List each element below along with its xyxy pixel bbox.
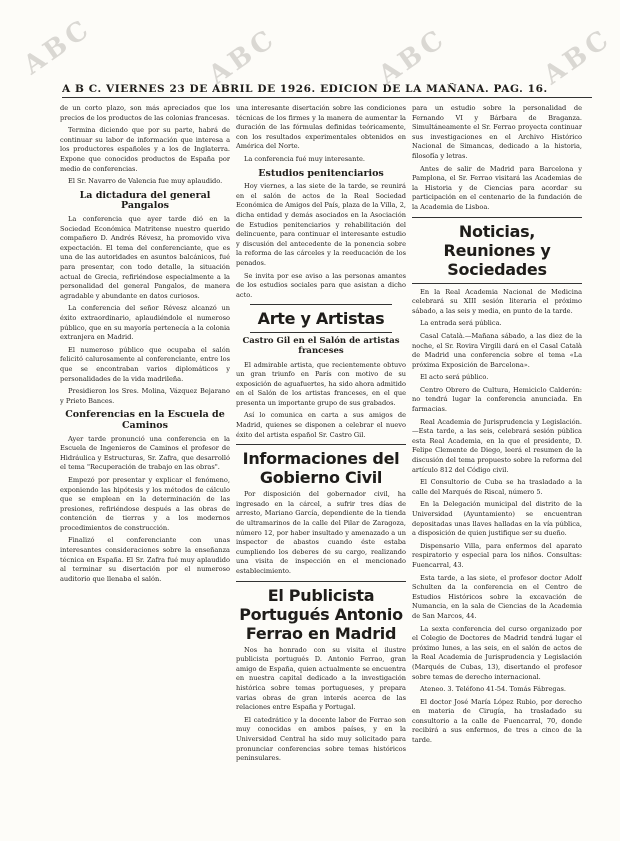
- paragraph: Antes de salir de Madrid para Barcelona y Pamplona, el Sr. Ferrao visitará las Academias de la Historia y de Ciencias para acordar su participación en el centenario de la fundación de la Academia de Lisboa.: [412, 164, 582, 211]
- paragraph: El admirable artista, que recientemente obtuvo un gran triunfo en París con motivo de su exposición de aguafuertes, ha sido ahora admitido en el Salón de los artistas franceses, en el que presenta un importante grupo de sus grabados.: [236, 360, 406, 407]
- paragraph: El Sr. Navarro de Valencia fue muy aplaudido.: [68, 177, 223, 186]
- paragraph: La conferencia fué muy interesante.: [244, 154, 365, 163]
- paragraph: Termina diciendo que por su parte, habrá de continuar su labor de información que interesa a los productores españoles y a los de Inglaterra. Expone que conocidos productos de España por medio de conferencias.: [60, 126, 230, 173]
- paragraph: de un corto plazo, son más apreciados que los precios de los productos de las colonias francesas.: [60, 104, 230, 122]
- watermark: ABC: [203, 23, 283, 91]
- paragraph: El Consultorio de Cuba se ha trasladado a la calle del Marqués de Riscal, número 5.: [412, 478, 582, 496]
- watermark: ABC: [373, 23, 453, 91]
- paragraph: Ateneo. 3. Teléfono 41-54. Tomás Fábregas.: [420, 685, 566, 694]
- paragraph: Casal Català.—Mañana sábado, a las diez de la noche, el Sr. Rovira Virgili dará en el Casal Català de Madrid una conferencia sobre el tema «La próxima Exposición de Barcelona».: [412, 331, 582, 369]
- paragraph: La conferencia del señor Révesz alcanzó un éxito extraordinario, aplaudiéndole el numeroso público, que en su mayoría pertenecía a la colonia extranjera en Madrid.: [60, 304, 230, 342]
- column-3: [412, 104, 582, 834]
- paragraph: El numeroso público que ocupaba el salón felicitó calurosamente al conferenciante, entre los que se encontraban varios diplomáticos y personalidades de la vida madrileña.: [60, 345, 230, 383]
- watermark: ABC: [538, 23, 618, 91]
- paragraph: Se invita por ese aviso a las personas amantes de los estudios sociales para que asistan a dicho acto.: [236, 271, 406, 299]
- divider: [250, 332, 392, 333]
- paragraph: El doctor José María López Rubio, por derecho en materia de Cirugía, ha trasladado su consultorio a la calle de Fuencarral, 70, donde recibirá a sus enfermos, de tres a cinco de la tarde.: [412, 697, 582, 745]
- paragraph: En la Delegación municipal del distrito de la Universidad (Ayuntamiento) se encuentran depositadas unas llaves halladas en la vía pública, a disposición de quien justifique ser su dueño.: [412, 500, 582, 538]
- paragraph: Nos ha honrado con su visita el ilustre publicista portugués D. Antonio Ferrao, gran amigo de España, quien actualmente se encuentra en nuestra capital dedicado a la investigación histórica sobre temas portugueses, y prepara varias obras de gran interés acerca de las relaciones entre España y Portugal.: [236, 645, 406, 712]
- paragraph: para un estudio sobre la personalidad de Fernando VI y Bárbara de Braganza. Simultáneamente el Sr. Ferrao proyecta continuar sus investigaciones en el Archivo Histórico Nacional de Simancas, dedicado a la historia, filosofía y letras.: [412, 104, 582, 160]
- section-title: Noticias, Reuniones y Sociedades: [443, 221, 551, 279]
- paragraph: Real Academia de Jurisprudencia y Legislación.—Esta tarde, a las seis, celebrará sesión pública esta Real Academia, en la que el presidente, D. Felipe Clemente de Diego, leerá el resumen de la discusión del tema propuesto sobre la reforma del artículo 812 del Código civil.: [412, 417, 582, 474]
- headline: Estudios penitenciarios: [258, 167, 384, 179]
- paragraph: Empezó por presentar y explicar el fenómeno, exponiendo las hipótesis y los métodos de cálculo que se emplean en la determinación de las presiones, refiriéndose después a las obras de contención de tierras y a los modernos procedimientos de construcción.: [60, 475, 230, 532]
- column-1: [60, 104, 230, 834]
- watermark: ABC: [18, 13, 98, 81]
- paragraph: El acto será público.: [420, 373, 489, 382]
- paragraph: Centro Obrero de Cultura, Hemiciclo Calderón: no tendrá lugar la conferencia anunciada. En farmacias.: [412, 385, 582, 414]
- paragraph: Hoy viernes, a las siete de la tarde, se reunirá en el salón de actos de la Real Sociedad Económica de Amigos del País, plaza de la Villa, 2, dicha entidad y demás asociados en la Asociación de Estudios penitenciarios y rehabilitación del delincuente, para continuar el interesante estudio y discusión del antecedente de la ponencia sobre la reforma de las cárceles y la reeducación de los penados.: [236, 182, 406, 267]
- divider: [236, 444, 406, 445]
- headline: La dictadura del general Pangalos: [79, 189, 211, 212]
- divider: [250, 304, 392, 305]
- subheadline: Castro Gil en el Salón de artistas franceses: [242, 336, 400, 356]
- section-title: El Publicista Portugués Antonio Ferrao en Madrid: [239, 585, 403, 643]
- paragraph: Finalizó el conferenciante con unas interesantes consideraciones sobre la enseñanza técnica en España. El Sr. Zafra fué muy aplaudido al terminar su disertación por el numeroso auditorio que llenaba el salón.: [60, 536, 230, 583]
- paragraph: La sexta conferencia del curso organizado por el Colegio de Doctores de Madrid tendrá lugar el próximo lunes, a las seis, en el salón de actos de la Real Academia de Jurisprudencia y Legislación (Marqués de Cubas, 13), disertando el profesor sobre temas de derecho internacional.: [412, 624, 582, 681]
- paragraph: En la Real Academia Nacional de Medicina celebrará su XIII sesión literaria el próximo sábado, a las seis y media, en punto de la tarde.: [412, 287, 582, 315]
- divider: [412, 217, 582, 218]
- paragraph: Por disposición del gobernador civil, ha ingresado en la cárcel, a sufrir tres días de arresto, Mariano García, dependiente de la tienda de ultramarinos de la calle del Pilar de Zaragoza, número 12, por haber insultado y amenazado a un inspector de abastos cuando éste estaba cumpliendo los deberes de su cargo, realizando una visita de inspección en el mencionado establecimiento.: [236, 490, 406, 575]
- headline: Conferencias en la Escuela de Caminos: [65, 409, 225, 431]
- paragraph: La conferencia que ayer tarde dió en la Sociedad Económica Matritense nuestro querido compañero D. Andrés Révesz, ha promovido viva expectación. El tema del conferenciante, que es una de las autoridades en asuntos balcánicos, fué para presentar, con todo detalle, la situación actual de Grecia, refiriéndose especialmente a la personalidad del general Pangalos, de manera agradable y abundante en datos curiosos.: [60, 215, 230, 300]
- paragraph: Esta tarde, a las siete, el profesor doctor Adolf Schulten da la conferencia en el Centro de Estudios Históricos sobre la excavación de Numancia, en la sala de Ciencias de la Academia de San Marcos, 44.: [412, 573, 582, 620]
- paragraph: Así lo comunica en carta a sus amigos de Madrid, quienes se disponen a celebrar el nuevo éxito del artista español Sr. Castro Gil.: [236, 411, 406, 439]
- divider: [412, 283, 582, 284]
- paragraph: El catedrático y la docente labor de Ferrao son muy conocidas en ambos países, y en la Universidad Central ha sido muy solicitado para pronunciar conferencias sobre temas históricos peninsulares.: [236, 715, 406, 763]
- paragraph: Presidieron los Sres. Molina, Vázquez Bejarano y Prieto Bances.: [60, 387, 230, 405]
- section-title: Informaciones del Gobierno Civil: [242, 449, 400, 488]
- paragraph: Ayer tarde pronunció una conferencia en la Escuela de Ingenieros de Caminos el profesor de Hidráulica y Estructuras, Sr. Zafra, que desarrolló el tema "Recuperación de trabajo en las obras".: [60, 434, 230, 472]
- column-2: [236, 104, 406, 834]
- paragraph: Dispensario Villa, para enfermos del aparato respiratorio y especial para los niños. Consultas: Fuencarral, 43.: [412, 541, 582, 569]
- section-title: Arte y Artistas: [257, 309, 385, 329]
- divider: [236, 581, 406, 582]
- page-header: A B C. VIERNES 23 DE ABRIL DE 1926. EDICION DE LA MAÑANA. PAG. 16.: [62, 83, 592, 98]
- paragraph: La entrada será pública.: [420, 319, 502, 328]
- paragraph: una interesante disertación sobre las condiciones técnicas de los firmes y la manera de aumentar la duración de las fórmulas definidas teóricamente, con los resultados experimentales obtenidos en América del Norte.: [236, 104, 406, 151]
